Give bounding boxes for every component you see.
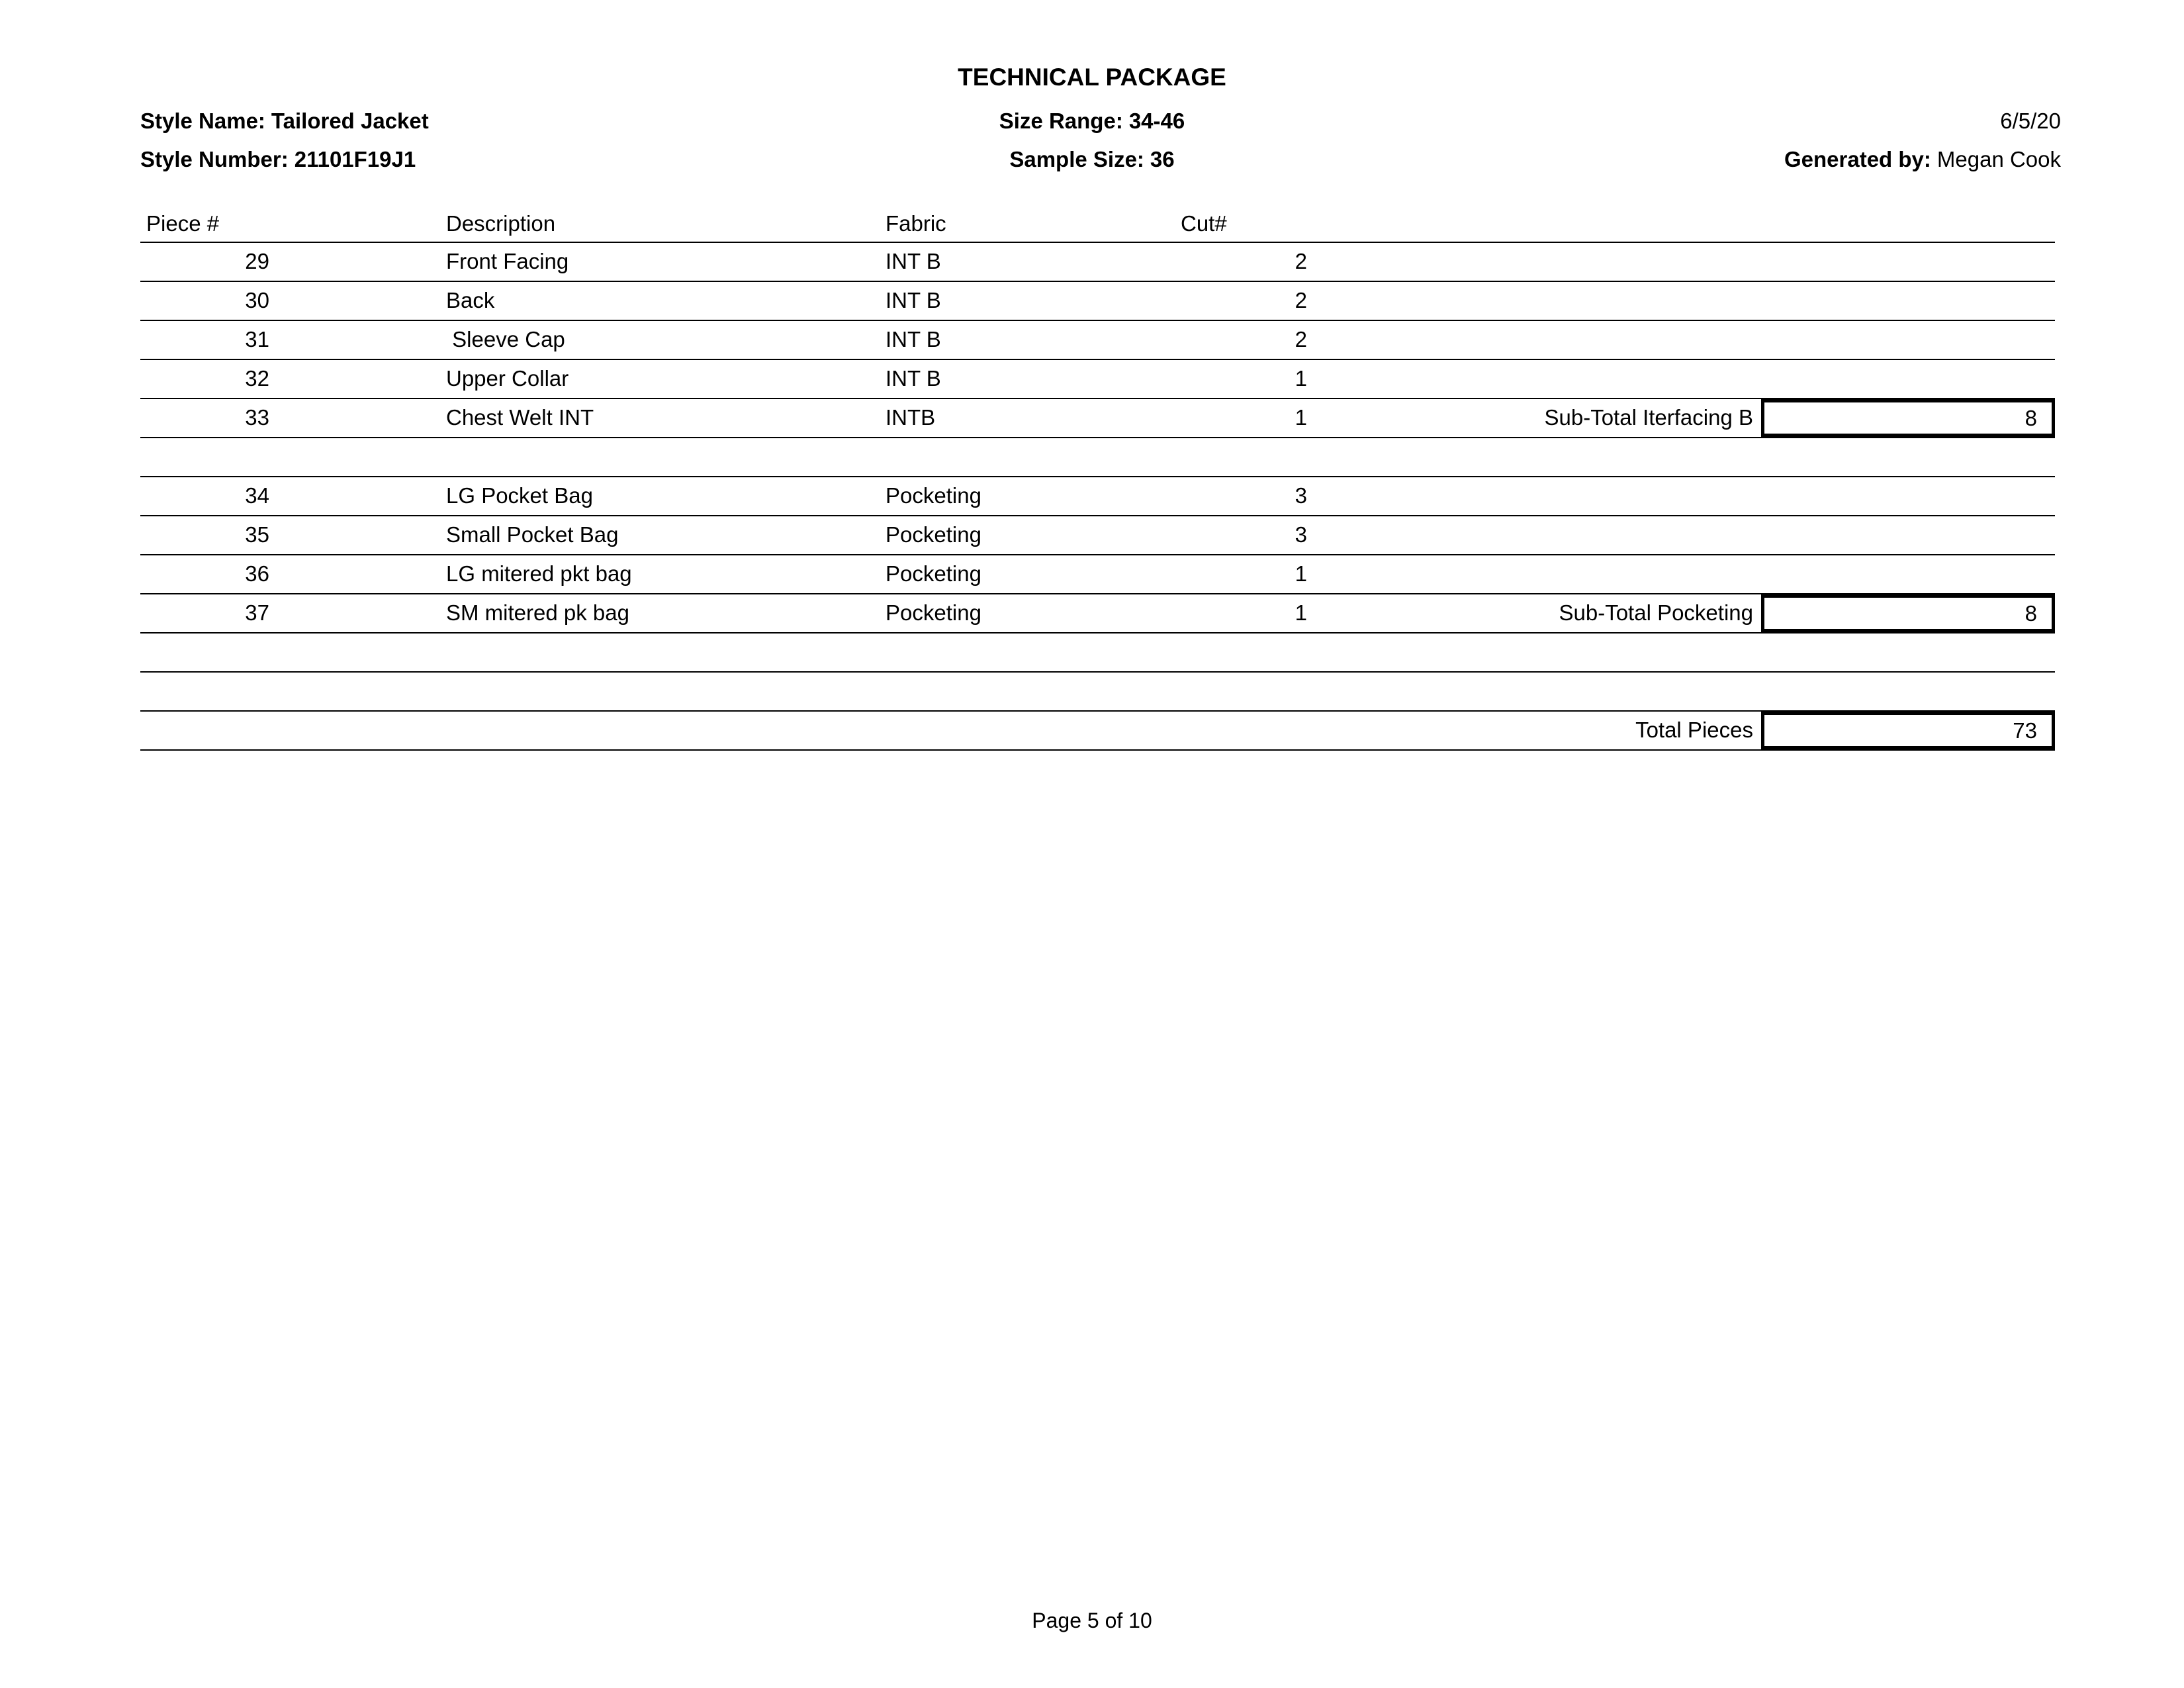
subtotal-value-cell (1761, 477, 2055, 515)
description-cell: LG mitered pkt bag (446, 561, 632, 586)
cut-count-cell: 1 (1295, 405, 1307, 430)
sample-size-value: 36 (1150, 147, 1175, 171)
style-name-value: Tailored Jacket (271, 109, 429, 133)
cut-count-cell: 1 (1295, 366, 1307, 391)
piece-number-cell: 30 (245, 288, 269, 312)
page-title: TECHNICAL PACKAGE (958, 64, 1226, 91)
table-row (140, 594, 2055, 633)
cut-count-cell: 1 (1295, 561, 1307, 586)
blank-row (140, 633, 2055, 673)
description-cell (445, 633, 884, 671)
subtotal-value-cell: 8 (1761, 399, 2055, 437)
subtotal-label-cell (1324, 477, 1761, 515)
cut-count-cell (1179, 438, 1324, 476)
piece-number-cell: 32 (245, 366, 269, 391)
description-cell (445, 673, 884, 710)
description-cell: Front Facing (446, 249, 569, 273)
subtotal-value-cell (1761, 243, 2055, 281)
description-cell (445, 712, 884, 749)
style-number-label: Style Number: (140, 147, 289, 171)
fabric-cell: INT B (886, 288, 941, 312)
table-row (140, 477, 2055, 516)
cut-count-cell: 3 (1295, 483, 1307, 508)
subtotal-value-cell (1761, 321, 2055, 359)
fabric-cell: INT B (886, 249, 941, 273)
date: 6/5/20 (2000, 109, 2061, 133)
description-cell: Chest Welt INT (446, 405, 594, 430)
blank-row (140, 438, 2055, 477)
table-row (140, 399, 2055, 438)
generated-by-value: Megan Cook (1936, 147, 2061, 171)
subtotal-label-cell: Sub-Total Pocketing (1559, 600, 1753, 625)
cut-count-cell (1179, 633, 1324, 671)
fabric-cell (884, 633, 1179, 671)
table-header-row (140, 205, 2055, 243)
cut-count-cell: 2 (1295, 249, 1307, 273)
sample-size-label: Sample Size: (1009, 147, 1144, 171)
piece-number-cell (140, 712, 445, 749)
table-row (140, 360, 2055, 399)
subtotal-label-cell (1324, 555, 1761, 593)
fabric-cell: INTB (886, 405, 936, 430)
subtotal-label-cell (1324, 243, 1761, 281)
size-range-value: 34-46 (1128, 109, 1185, 133)
fabric-cell (884, 673, 1179, 710)
fabric-cell (884, 438, 1179, 476)
style-number-value: 21101F19J1 (294, 147, 416, 171)
cut-count-cell: 3 (1295, 522, 1307, 547)
cut-count-cell (1179, 673, 1324, 710)
subtotal-value-cell (1761, 438, 2055, 476)
generated-by-line (1784, 140, 2061, 179)
table-row (140, 282, 2055, 321)
subtotal-label-cell (1324, 516, 1761, 554)
column-header-fabric: Fabric (886, 211, 946, 236)
subtotal-value-cell (1761, 555, 2055, 593)
subtotal-label-cell: Sub-Total Iterfacing B (1544, 405, 1753, 430)
subtotal-value-cell: 8 (1761, 594, 2055, 632)
piece-number-cell: 29 (245, 249, 269, 273)
style-name-label: Style Name: (140, 109, 265, 133)
subtotal-value-cell (1761, 633, 2055, 671)
fabric-cell: Pocketing (886, 600, 981, 625)
description-cell: Small Pocket Bag (446, 522, 619, 547)
cut-count-cell: 2 (1295, 288, 1307, 312)
cut-count-cell: 2 (1295, 327, 1307, 352)
cut-count-cell (1179, 712, 1324, 749)
subtotal-value-cell (1761, 360, 2055, 398)
subtotal-value-cell (1761, 282, 2055, 320)
subtotal-value-cell (1761, 516, 2055, 554)
subtotal-label-cell (1324, 633, 1761, 671)
subtotal-label-cell (1324, 321, 1761, 359)
pieces-table (140, 205, 2055, 751)
description-cell: Sleeve Cap (446, 327, 565, 352)
description-cell: SM mitered pk bag (446, 600, 629, 625)
description-cell (445, 438, 884, 476)
piece-number-cell: 36 (245, 561, 269, 586)
column-header-description: Description (446, 211, 556, 236)
subtotal-label-cell (1324, 360, 1761, 398)
cut-count-cell: 1 (1295, 600, 1307, 625)
fabric-cell: Pocketing (886, 561, 981, 586)
table-row (140, 555, 2055, 594)
piece-number-cell (140, 673, 445, 710)
table-row (140, 243, 2055, 282)
piece-number-cell: 33 (245, 405, 269, 430)
description-cell: Upper Collar (446, 366, 569, 391)
piece-number-cell (140, 633, 445, 671)
subtotal-label-cell (1324, 282, 1761, 320)
subtotal-value-cell (1761, 673, 2055, 710)
piece-number-cell (140, 438, 445, 476)
description-cell: LG Pocket Bag (446, 483, 593, 508)
fabric-cell: Pocketing (886, 522, 981, 547)
piece-number-cell: 31 (245, 327, 269, 352)
table-rows (140, 243, 2055, 751)
generated-by-label: Generated by: (1784, 147, 1931, 171)
piece-number-cell: 35 (245, 522, 269, 547)
fabric-cell: INT B (886, 327, 941, 352)
fabric-cell: Pocketing (886, 483, 981, 508)
description-cell: Back (446, 288, 495, 312)
column-header-cut: Cut# (1181, 211, 1227, 236)
total-row (140, 712, 2055, 751)
column-header-spacer (1324, 205, 2055, 242)
table-row (140, 321, 2055, 360)
size-range-label: Size Range: (999, 109, 1123, 133)
piece-number-cell: 34 (245, 483, 269, 508)
fabric-cell (884, 712, 1179, 749)
generation-info-block (1784, 102, 2061, 179)
column-header-piece: Piece # (146, 211, 220, 236)
subtotal-label-cell: Total Pieces (1635, 718, 1753, 742)
blank-row (140, 673, 2055, 712)
table-row (140, 516, 2055, 555)
fabric-cell: INT B (886, 366, 941, 391)
subtotal-value-cell: 73 (1761, 712, 2055, 749)
subtotal-label-cell (1324, 438, 1761, 476)
subtotal-label-cell (1324, 673, 1761, 710)
piece-number-cell: 37 (245, 600, 269, 625)
page-footer: Page 5 of 10 (1032, 1609, 1152, 1632)
